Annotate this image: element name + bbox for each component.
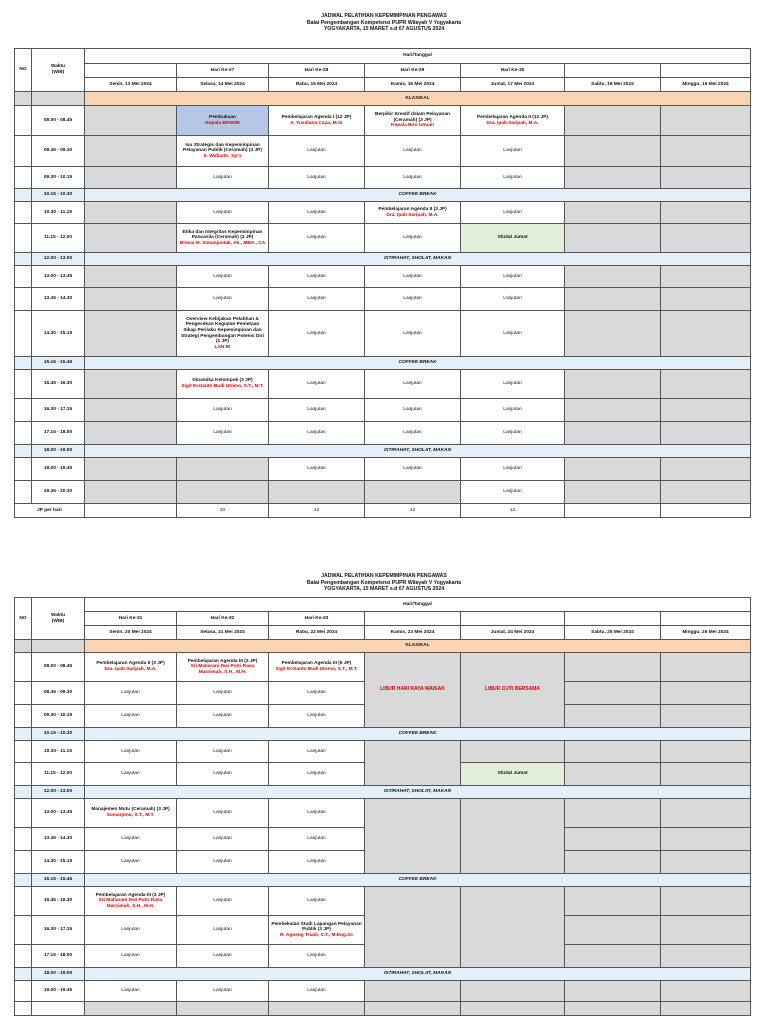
lanjutan-cell: Lanjutan — [269, 828, 365, 851]
lanjutan-cell: Lanjutan — [461, 202, 565, 224]
lanjutan-cell: Lanjutan — [177, 916, 269, 945]
date-header: Kamis, 23 Mei 2024 — [365, 626, 461, 640]
istirahat-band: ISTIRAHAT, SHOLAT, MAKAN — [85, 253, 751, 266]
lanjutan-cell: Lanjutan — [461, 370, 565, 399]
lanjutan-cell: Lanjutan — [177, 741, 269, 763]
session-cell: Pembelajaran Agenda II (12 JP) Dra. Ipah Saripah, M.A. — [461, 106, 565, 136]
lanjutan-cell: Lanjutan — [365, 266, 461, 288]
jp-value: 12 — [365, 504, 461, 518]
hari-ke: Hari Ke-31 — [85, 612, 177, 626]
libur-waisak-cell: LIBUR HARI RAYA WAISAK — [365, 653, 461, 728]
session-cell: Pembelajaran Agenda I (12 JP) Ir. Yusdiana Caya, M.Si — [269, 106, 365, 136]
lanjutan-cell: Lanjutan — [85, 981, 177, 1002]
time-slot: 14.30 - 15.15 — [32, 311, 85, 357]
header-institution: Balai Pengembangan Kompetensi PUPR Wilayah V Yogyakarta — [306, 579, 462, 586]
lanjutan-cell: Lanjutan — [461, 399, 565, 422]
time-slot: 13.00 - 13.45 — [32, 266, 85, 288]
hari-ke — [85, 64, 177, 78]
session-cell: Dinamika Kelompok (3 JP) Sigit Erstanto Budi Utomo, S.T., M.T. — [177, 370, 269, 399]
istirahat-band: ISTIRAHAT, SHOLAT, MAKAN — [85, 786, 751, 799]
time-slot: 19.45 - 20.30 — [32, 481, 85, 504]
lanjutan-cell: Lanjutan — [177, 266, 269, 288]
lanjutan-cell: Lanjutan — [269, 224, 365, 253]
coffee-break-band: COFFEE BREAK — [85, 874, 751, 887]
session-cell: Manajemen Mutu (Ceramah) (3 JP) Sumarjono, S.T., M.T. — [85, 799, 177, 828]
jp-value — [565, 504, 661, 518]
date-header: Minggu, 19 Mei 2024 — [661, 78, 751, 92]
header-title: JADWAL PELATIHAN KEPEMIMPINAN PENGAWAS — [321, 13, 447, 19]
lanjutan-cell: Lanjutan — [461, 481, 565, 504]
hari-tanggal-header: Hari/Tanggal — [85, 49, 751, 64]
lanjutan-cell: Lanjutan — [365, 458, 461, 481]
lanjutan-cell: Lanjutan — [177, 887, 269, 916]
lanjutan-cell: Lanjutan — [461, 167, 565, 189]
time-slot: 18.00 - 19.00 — [32, 968, 85, 981]
lanjutan-cell: Lanjutan — [85, 916, 177, 945]
date-header: Selasa, 21 Mei 2024 — [177, 626, 269, 640]
header-title: JADWAL PELATIHAN KEPEMIMPINAN PENGAWAS — [321, 573, 447, 579]
hari-ke: Hari Ke-30 — [461, 64, 565, 78]
time-slot: 17.15 - 18.00 — [32, 945, 85, 968]
lanjutan-cell: Lanjutan — [461, 136, 565, 167]
klasikal-band: KLASIKAL — [85, 640, 751, 653]
session-cell: Pembelajaran Agenda II (3 JP) Dra. Ipah Saripah, M.A. — [85, 653, 177, 682]
time-slot: 10.30 - 11.15 — [32, 741, 85, 763]
lanjutan-cell: Lanjutan — [365, 311, 461, 357]
lanjutan-cell: Lanjutan — [177, 202, 269, 224]
date-header: Sabtu, 25 Mei 2024 — [565, 626, 661, 640]
date-header: Rabu, 22 Mei 2024 — [269, 626, 365, 640]
lanjutan-cell: Lanjutan — [85, 682, 177, 705]
lanjutan-cell: Lanjutan — [177, 705, 269, 728]
istirahat-band: ISTIRAHAT, SHOLAT, MAKAN — [85, 445, 751, 458]
schedule-table-week2 — [14, 597, 751, 1016]
time-slot: 08.00 - 08.45 — [32, 106, 85, 136]
libur-cuti-cell: LIBUR CUTI BERSAMA — [461, 653, 565, 728]
hari-ke — [661, 612, 751, 626]
lanjutan-cell: Lanjutan — [269, 167, 365, 189]
lanjutan-cell: Lanjutan — [365, 422, 461, 445]
lanjutan-cell: Lanjutan — [177, 828, 269, 851]
lanjutan-cell: Lanjutan — [269, 458, 365, 481]
coffee-break-band: COFFEE BREAK — [85, 189, 751, 202]
lanjutan-cell: Lanjutan — [177, 399, 269, 422]
time-slot: 15.15 - 15.45 — [32, 357, 85, 370]
header-period: YOGYAKARTA, 15 MARET s.d 07 AGUSTUS 2024 — [323, 26, 445, 33]
lanjutan-cell: Lanjutan — [461, 311, 565, 357]
col-waktu-header: Waktu (WIB) — [32, 598, 85, 640]
lanjutan-cell: Lanjutan — [269, 741, 365, 763]
session-cell: Pembelajaran Agenda II (3 JP) Dra. Ipah Saripah, M.A. — [365, 202, 461, 224]
jp-value — [661, 504, 751, 518]
time-slot: 12.00 - 13.00 — [32, 786, 85, 799]
col-no-header: NO — [15, 49, 32, 92]
lanjutan-cell: Lanjutan — [269, 422, 365, 445]
lanjutan-cell: Lanjutan — [461, 266, 565, 288]
time-slot: 13.45 - 14.30 — [32, 288, 85, 311]
lanjutan-cell: Lanjutan — [177, 682, 269, 705]
istirahat-band: ISTIRAHAT, SHOLAT, MAKAN — [85, 968, 751, 981]
time-slot: 19.00 - 19.45 — [32, 981, 85, 1002]
hari-ke — [565, 612, 661, 626]
time-slot: 08.45 - 09.30 — [32, 136, 85, 167]
lanjutan-cell: Lanjutan — [85, 705, 177, 728]
lanjutan-cell: Lanjutan — [85, 828, 177, 851]
lanjutan-cell: Lanjutan — [85, 851, 177, 874]
lanjutan-cell: Lanjutan — [177, 167, 269, 189]
lanjutan-cell: Lanjutan — [365, 370, 461, 399]
lanjutan-cell: Lanjutan — [177, 945, 269, 968]
lanjutan-cell: Lanjutan — [85, 763, 177, 786]
lanjutan-cell: Lanjutan — [269, 981, 365, 1002]
session-cell: Isu Strategis dan Kepemimpinan Pelayanan Publik (Ceramah) (3 JP) Ir. Widiarto, Sp-1 — [177, 136, 269, 167]
session-cell: Pembekalan Studi Lapangan Pelayanan Publik (3 JP) R. Agoeng Triadi, S.T., M.Eng.Sc — [269, 916, 365, 945]
session-cell: Pembukaan Kepala BPSDM — [177, 106, 269, 136]
time-slot: 08.00 - 08.45 — [32, 653, 85, 682]
lanjutan-cell: Lanjutan — [85, 945, 177, 968]
hari-ke: Hari Ke-33 — [269, 612, 365, 626]
hari-ke: Hari Ke-29 — [365, 64, 461, 78]
lanjutan-cell: Lanjutan — [177, 851, 269, 874]
time-slot: 13.45 - 14.30 — [32, 828, 85, 851]
time-slot: 10.15 - 10.30 — [32, 189, 85, 202]
time-slot: 12.00 - 13.00 — [32, 253, 85, 266]
col-no-header: NO — [15, 598, 32, 640]
time-slot: 09.30 - 10.15 — [32, 167, 85, 189]
session-cell: Pembelajaran Agenda III (3 JP) Sri Maharani Dwi Putri Rasu Marnimah, S.H., M.H. — [85, 887, 177, 916]
lanjutan-cell: Lanjutan — [365, 288, 461, 311]
coffee-break-band: COFFEE BREAK — [85, 357, 751, 370]
lanjutan-cell: Lanjutan — [269, 136, 365, 167]
lanjutan-cell: Lanjutan — [177, 422, 269, 445]
time-slot: 17.15 - 18.00 — [32, 422, 85, 445]
time-slot: 10.30 - 11.15 — [32, 202, 85, 224]
schedule-header-week2 — [0, 573, 768, 593]
lanjutan-cell: Lanjutan — [269, 266, 365, 288]
lanjutan-cell: Lanjutan — [269, 851, 365, 874]
coffee-break-band: COFFEE BREAK — [85, 728, 751, 741]
date-header: Jumat, 24 Mei 2024 — [461, 626, 565, 640]
klasikal-band: KLASIKAL — [85, 92, 751, 106]
jp-value: 12 — [461, 504, 565, 518]
date-header: Rabu, 15 Mei 2024 — [269, 78, 365, 92]
lanjutan-cell: Lanjutan — [269, 887, 365, 916]
jp-value — [85, 504, 177, 518]
lanjutan-cell: Lanjutan — [269, 399, 365, 422]
lanjutan-cell: Lanjutan — [269, 682, 365, 705]
lanjutan-cell: Lanjutan — [365, 136, 461, 167]
time-slot: 13.00 - 13.45 — [32, 799, 85, 828]
schedule-header-week1 — [0, 13, 768, 33]
time-slot: 16.30 - 17.15 — [32, 916, 85, 945]
date-header: Selasa, 14 Mei 2024 — [177, 78, 269, 92]
hari-tanggal-header: Hari/Tanggal — [85, 598, 751, 612]
jp-value: 12 — [269, 504, 365, 518]
session-cell: Berpikir Kreatif dalam Pelayanan (Ceramah) (3 JP) Kepala Biro Umum — [365, 106, 461, 136]
lanjutan-cell: Lanjutan — [461, 288, 565, 311]
lanjutan-cell: Lanjutan — [177, 799, 269, 828]
schedule-table-week1 — [14, 48, 751, 518]
hari-ke — [565, 64, 661, 78]
lanjutan-cell: Lanjutan — [85, 741, 177, 763]
session-cell: Overview Kebijakan Pelatihan & Pengecekan Kegiatan Pemetaan Sikap Perilaku Kepemimpinan dan Strategi Pengembangan Potensi Diri (1 JP) LAN RI — [177, 311, 269, 357]
hari-ke: Hari Ke-28 — [269, 64, 365, 78]
date-header: Sabtu, 18 Mei 2024 — [565, 78, 661, 92]
lanjutan-cell: Lanjutan — [365, 224, 461, 253]
time-slot: 08.45 - 09.30 — [32, 682, 85, 705]
time-slot: 15.15 - 15.45 — [32, 874, 85, 887]
lanjutan-cell: Lanjutan — [269, 705, 365, 728]
header-period: YOGYAKARTA, 15 MARET s.d 07 AGUSTUS 2024 — [323, 586, 445, 593]
date-header: Senin, 13 Mei 2024 — [85, 78, 177, 92]
time-slot: 09.30 - 10.15 — [32, 705, 85, 728]
lanjutan-cell: Lanjutan — [177, 288, 269, 311]
time-slot: 10.15 - 10.30 — [32, 728, 85, 741]
lanjutan-cell: Lanjutan — [269, 202, 365, 224]
date-header: Minggu, 26 Mei 2024 — [661, 626, 751, 640]
lanjutan-cell: Lanjutan — [269, 311, 365, 357]
time-slot: 15.45 - 16.30 — [32, 370, 85, 399]
date-header: Jumat, 17 Mei 2024 — [461, 78, 565, 92]
hari-ke — [461, 612, 565, 626]
time-slot: 18.00 - 19.00 — [32, 445, 85, 458]
sholat-jumat-cell: Sholat Jumat — [461, 224, 565, 253]
col-waktu-header: Waktu (WIB) — [32, 49, 85, 92]
lanjutan-cell: Lanjutan — [269, 945, 365, 968]
time-slot: 19.00 - 19.45 — [32, 458, 85, 481]
time-slot: 16.30 - 17.15 — [32, 399, 85, 422]
time-slot: 15.45 - 16.30 — [32, 887, 85, 916]
sholat-jumat-cell: Sholat Jumat — [461, 763, 565, 786]
time-slot: 11.15 - 12.00 — [32, 763, 85, 786]
lanjutan-cell: Lanjutan — [461, 458, 565, 481]
hari-ke — [365, 612, 461, 626]
hari-ke: Hari Ke-32 — [177, 612, 269, 626]
session-cell: Pembelajaran Agenda III (6 JP) Sigit Erstanto Budi Utomo, S.T., M.T. — [269, 653, 365, 682]
hari-ke — [661, 64, 751, 78]
jp-per-hari-label: JP per hari — [15, 504, 85, 518]
time-slot: 11.15 - 12.00 — [32, 224, 85, 253]
lanjutan-cell: Lanjutan — [269, 288, 365, 311]
time-slot: 14.30 - 15.15 — [32, 851, 85, 874]
lanjutan-cell: Lanjutan — [365, 399, 461, 422]
hari-ke: Hari Ke-27 — [177, 64, 269, 78]
lanjutan-cell: Lanjutan — [269, 763, 365, 786]
lanjutan-cell: Lanjutan — [177, 981, 269, 1002]
session-cell: Etika dan Integritas Kepemimpinan Pancasila (Ceramah) (3 JP) Binsar H. Simanjuntak, Ak., MBA., CA — [177, 224, 269, 253]
lanjutan-cell: Lanjutan — [177, 763, 269, 786]
lanjutan-cell: Lanjutan — [461, 422, 565, 445]
lanjutan-cell: Lanjutan — [269, 370, 365, 399]
date-header: Kamis, 16 Mei 2024 — [365, 78, 461, 92]
date-header: Senin, 20 Mei 2024 — [85, 626, 177, 640]
header-institution: Balai Pengembangan Kompetensi PUPR Wilayah V Yogyakarta — [306, 19, 462, 26]
session-cell: Pembelajaran Agenda III (3 JP) Sri Maharani Dwi Putri Rasu Marnimah, S.H., M.H. — [177, 653, 269, 682]
jp-value: 10 — [177, 504, 269, 518]
lanjutan-cell: Lanjutan — [365, 167, 461, 189]
lanjutan-cell: Lanjutan — [269, 799, 365, 828]
